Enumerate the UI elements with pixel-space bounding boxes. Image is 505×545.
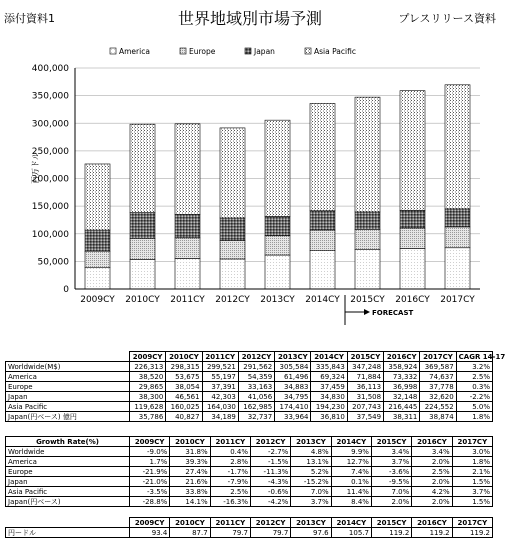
table-row (6, 497, 493, 507)
y-tick-label: 150,000 (31, 202, 69, 213)
y-tick-label: 400,000 (31, 64, 69, 74)
table-cell: -2.2% (456, 392, 492, 402)
table-cell: 31.8% (170, 447, 210, 457)
table-cell: 119.2 (371, 528, 411, 538)
table-header-cell: 2016CY (412, 437, 452, 447)
legend-swatch-asia-pacific (305, 48, 311, 54)
table-cell: 41,056 (238, 392, 274, 402)
table-cell: Worldwide (6, 447, 130, 457)
chart-legend (110, 47, 356, 56)
y-tick-label: 100,000 (31, 229, 69, 240)
table-cell: 37,459 (311, 382, 347, 392)
table-cell: 335,843 (311, 362, 347, 372)
table-cell: 7.0% (291, 487, 331, 497)
table-cell: 0.3% (456, 382, 492, 392)
table-cell: Japan (6, 477, 130, 487)
y-tick-label: 250,000 (31, 146, 69, 157)
legend-label-europe: Europe (189, 47, 216, 56)
table-cell: 160,025 (166, 402, 202, 412)
table-cell: 9.9% (331, 447, 371, 457)
table-cell: 37,391 (202, 382, 238, 392)
bar-japan-2016CY (400, 210, 425, 228)
table-cell: 21.6% (170, 477, 210, 487)
bar-america-2012CY (220, 259, 245, 289)
table-header-cell (6, 518, 130, 528)
table-cell: 13.1% (291, 457, 331, 467)
table-cell: 2.8% (210, 457, 250, 467)
x-tick-label: 2009CY (80, 295, 115, 305)
market-table (5, 351, 505, 422)
exchange-rate-table (5, 517, 493, 538)
table-cell: 2.0% (412, 497, 452, 507)
table-row (6, 528, 493, 538)
table-cell: Japan(円ベース) 億円 (6, 412, 130, 422)
bar-america-2009CY (85, 268, 110, 289)
table-header-cell: 2016CY (384, 352, 420, 362)
table-cell: Europe (6, 467, 130, 477)
bar-asia-pacific-2013CY (265, 120, 290, 216)
table-cell: 7.0% (371, 487, 411, 497)
table-cell: 42,303 (202, 392, 238, 402)
table-cell: 1.7% (130, 457, 170, 467)
table-cell: Europe (6, 382, 130, 392)
table-cell: -7.9% (210, 477, 250, 487)
table-header-cell: 2012CY (250, 518, 290, 528)
table-cell: 0.1% (331, 477, 371, 487)
table-cell: 119.2 (452, 528, 492, 538)
table-cell: -9.5% (371, 477, 411, 487)
table-cell: 298,315 (166, 362, 202, 372)
table-cell: 39.3% (170, 457, 210, 467)
table-header-cell: 2011CY (210, 437, 250, 447)
table-header-cell: 2017CY (452, 518, 492, 528)
bar-japan-2010CY (130, 213, 155, 239)
table-row (6, 402, 493, 412)
table-header-cell: 2009CY (130, 518, 170, 528)
table-cell: 38,520 (130, 372, 166, 382)
table-cell: Japan(円ベース) (6, 497, 130, 507)
table-cell: 4.8% (291, 447, 331, 457)
table-header-cell: 2017CY (452, 437, 492, 447)
bar-europe-2012CY (220, 241, 245, 259)
table-cell: -0.6% (250, 487, 290, 497)
table-cell: 34,830 (311, 392, 347, 402)
table-cell: 2.0% (412, 457, 452, 467)
table-cell: 3.4% (412, 447, 452, 457)
bar-asia-pacific-2016CY (400, 91, 425, 211)
table-header-cell: 2010CY (170, 437, 210, 447)
y-tick-label: 350,000 (31, 91, 69, 102)
table-cell: America (6, 372, 130, 382)
table-header-cell: Growth Rate(%) (6, 437, 130, 447)
table-header-cell: 2009CY (130, 352, 166, 362)
bar-america-2010CY (130, 259, 155, 289)
table-cell: 33,964 (275, 412, 311, 422)
bar-europe-2017CY (445, 227, 470, 248)
table-cell: 87.7 (170, 528, 210, 538)
table-cell: 11.4% (331, 487, 371, 497)
table-cell: 40,827 (166, 412, 202, 422)
table-cell: 2.0% (412, 477, 452, 487)
table-cell: 1.5% (452, 497, 492, 507)
table-cell: 74,637 (420, 372, 456, 382)
legend-label-japan: Japan (254, 47, 275, 56)
table-row (6, 382, 493, 392)
table-cell: 2.1% (452, 467, 492, 477)
legend-label-asia-pacific: Asia Pacific (314, 47, 356, 56)
table-cell: -4.3% (250, 477, 290, 487)
bar-europe-2014CY (310, 230, 335, 251)
table-cell: 358,924 (384, 362, 420, 372)
table-cell: 4.2% (412, 487, 452, 497)
table-cell: 194,230 (311, 402, 347, 412)
table-cell: 34,795 (275, 392, 311, 402)
table-cell: 円ードル (6, 528, 130, 538)
legend-label-america: America (119, 47, 150, 56)
table-cell: Asia Pacific (6, 487, 130, 497)
table-cell: 224,552 (420, 402, 456, 412)
table-cell: 3.7% (371, 457, 411, 467)
bar-america-2015CY (355, 249, 380, 289)
table-cell: 105.7 (331, 528, 371, 538)
table-cell: -1.7% (210, 467, 250, 477)
header-right-label: プレスリリース資料 (398, 12, 496, 25)
table-header-cell: 2010CY (170, 518, 210, 528)
bar-asia-pacific-2009CY (85, 164, 110, 230)
x-tick-label: 2016CY (395, 295, 430, 305)
table-cell: 34,189 (202, 412, 238, 422)
table-cell: 73,332 (384, 372, 420, 382)
table-cell: 8.4% (331, 497, 371, 507)
table-cell: 174,410 (275, 402, 311, 412)
bar-japan-2013CY (265, 217, 290, 236)
table-cell: 79.7 (210, 528, 250, 538)
stacked-bar-chart (0, 40, 500, 330)
x-tick-label: 2010CY (125, 295, 160, 305)
table-cell: -4.2% (250, 497, 290, 507)
table-row (6, 362, 493, 372)
bar-europe-2013CY (265, 236, 290, 255)
table-cell: 119,628 (130, 402, 166, 412)
bar-asia-pacific-2012CY (220, 128, 245, 218)
table-cell: 164,030 (202, 402, 238, 412)
table-cell: 71,884 (347, 372, 383, 382)
bar-america-2017CY (445, 248, 470, 289)
table-cell: 32,148 (384, 392, 420, 402)
table-header-cell: 2014CY (331, 437, 371, 447)
table-cell: 5.0% (456, 402, 492, 412)
table-cell: 3.2% (456, 362, 492, 372)
header-left-label: 添付資料1 (4, 12, 55, 25)
bar-america-2011CY (175, 259, 200, 289)
table-cell: -9.0% (130, 447, 170, 457)
table-cell: 37,778 (420, 382, 456, 392)
table-header-cell: 2014CY (311, 352, 347, 362)
bar-america-2016CY (400, 248, 425, 289)
table-cell: -28.8% (130, 497, 170, 507)
legend-swatch-america (110, 48, 116, 54)
x-tick-label: 2015CY (350, 295, 385, 305)
table-header-cell: 2013CY (275, 352, 311, 362)
table-header-cell: 2013CY (291, 518, 331, 528)
table-cell: 1.8% (456, 412, 492, 422)
table-cell: 1.8% (452, 457, 492, 467)
table-cell: 29,865 (130, 382, 166, 392)
table-cell: 5.2% (291, 467, 331, 477)
table-cell: 0.4% (210, 447, 250, 457)
table-cell: 33.8% (170, 487, 210, 497)
table-cell: -21.0% (130, 477, 170, 487)
y-tick-label: 300,000 (31, 119, 69, 130)
y-tick-label: 50,000 (37, 257, 69, 268)
bar-japan-2014CY (310, 211, 335, 230)
table-cell: 3.4% (371, 447, 411, 457)
table-cell: 79.7 (250, 528, 290, 538)
bar-asia-pacific-2017CY (445, 85, 470, 209)
table-header-cell: 2012CY (250, 437, 290, 447)
table-cell: 2.0% (371, 497, 411, 507)
table-cell: 14.1% (170, 497, 210, 507)
table-cell: 216,445 (384, 402, 420, 412)
table-cell: 119.2 (412, 528, 452, 538)
bar-america-2013CY (265, 255, 290, 289)
bar-america-2014CY (310, 251, 335, 289)
table-cell: 3.7% (291, 497, 331, 507)
table-header-cell: 2017CY (420, 352, 456, 362)
x-tick-label: 2017CY (440, 295, 475, 305)
table-cell: -3.6% (371, 467, 411, 477)
table-cell: -1.5% (250, 457, 290, 467)
table-cell: 97.6 (291, 528, 331, 538)
table-cell: 55,197 (202, 372, 238, 382)
table-cell: 2.5% (210, 487, 250, 497)
y-axis-label: 百万ドル (31, 152, 40, 184)
table-cell: 61,496 (275, 372, 311, 382)
table-cell: -21.9% (130, 467, 170, 477)
table-cell: 38,054 (166, 382, 202, 392)
table-cell: 291,562 (238, 362, 274, 372)
table-header-cell: 2014CY (331, 518, 371, 528)
bar-asia-pacific-2015CY (355, 97, 380, 212)
table-cell: 37,549 (347, 412, 383, 422)
table-cell: -15.2% (291, 477, 331, 487)
table-cell: 207,743 (347, 402, 383, 412)
table-row (6, 372, 493, 382)
table-cell: 3.7% (452, 487, 492, 497)
table-row (6, 457, 493, 467)
table-cell: 32,620 (420, 392, 456, 402)
x-tick-label: 2013CY (260, 295, 295, 305)
bar-japan-2011CY (175, 214, 200, 237)
bar-japan-2009CY (85, 230, 110, 251)
table-header-cell: 2015CY (347, 352, 383, 362)
table-cell: 347,248 (347, 362, 383, 372)
table-cell: 305,584 (275, 362, 311, 372)
table-header-cell: 2009CY (130, 437, 170, 447)
y-tick-label: 0 (63, 285, 69, 295)
bar-europe-2010CY (130, 238, 155, 259)
table-cell: -3.5% (130, 487, 170, 497)
table-cell: 93.4 (130, 528, 170, 538)
table-row (6, 447, 493, 457)
table-cell: 36,113 (347, 382, 383, 392)
table-cell: 33,163 (238, 382, 274, 392)
table-cell: 38,874 (420, 412, 456, 422)
table-cell: 31,508 (347, 392, 383, 402)
table-cell: 369,587 (420, 362, 456, 372)
table-row (6, 412, 493, 422)
table-header-cell: 2010CY (166, 352, 202, 362)
table-row (6, 477, 493, 487)
table-cell: 36,998 (384, 382, 420, 392)
table-header-cell: 2011CY (210, 518, 250, 528)
table-row (6, 392, 493, 402)
page-title: 世界地域別市場予測 (177, 9, 322, 28)
table-cell: 46,561 (166, 392, 202, 402)
table-cell: 53,675 (166, 372, 202, 382)
table-cell: 3.0% (452, 447, 492, 457)
x-tick-label: 2014CY (305, 295, 340, 305)
table-header-cell: 2012CY (238, 352, 274, 362)
table-cell: 12.7% (331, 457, 371, 467)
table-row (6, 467, 493, 477)
bar-asia-pacific-2010CY (130, 124, 155, 212)
table-cell: -2.7% (250, 447, 290, 457)
table-cell: America (6, 457, 130, 467)
table-cell: 36,810 (311, 412, 347, 422)
table-cell: 69,324 (311, 372, 347, 382)
bar-europe-2016CY (400, 228, 425, 248)
table-cell: Worldwide(M$) (6, 362, 130, 372)
y-tick-label: 200,000 (31, 174, 69, 185)
table-cell: 2.5% (456, 372, 492, 382)
bar-europe-2011CY (175, 238, 200, 259)
table-cell: Japan (6, 392, 130, 402)
x-tick-label: 2012CY (215, 295, 250, 305)
table-cell: -11.3% (250, 467, 290, 477)
growth-rate-table (5, 436, 493, 507)
table-cell: 38,311 (384, 412, 420, 422)
table-cell: 35,786 (130, 412, 166, 422)
legend-swatch-japan (245, 48, 251, 54)
x-tick-label: 2011CY (170, 295, 205, 305)
table-row (6, 487, 493, 497)
table-header-cell: 2013CY (291, 437, 331, 447)
table-header-cell (6, 352, 130, 362)
bar-japan-2017CY (445, 209, 470, 227)
bar-asia-pacific-2011CY (175, 124, 200, 215)
table-cell: 32,737 (238, 412, 274, 422)
table-cell: 299,521 (202, 362, 238, 372)
bar-japan-2015CY (355, 212, 380, 229)
table-cell: Asia Pacific (6, 402, 130, 412)
bar-europe-2009CY (85, 251, 110, 268)
table-cell: 2.5% (412, 467, 452, 477)
bar-japan-2012CY (220, 218, 245, 241)
table-cell: -16.3% (210, 497, 250, 507)
table-cell: 1.5% (452, 477, 492, 487)
bar-europe-2015CY (355, 229, 380, 249)
table-header-cell: CAGR 14-17 (456, 352, 492, 362)
table-cell: 27.4% (170, 467, 210, 477)
table-header-cell: 2016CY (412, 518, 452, 528)
table-cell: 7.4% (331, 467, 371, 477)
table-header-cell: 2015CY (371, 518, 411, 528)
legend-swatch-europe (180, 48, 186, 54)
table-header-cell: 2015CY (371, 437, 411, 447)
forecast-annotation: FORECAST (372, 309, 414, 317)
bar-asia-pacific-2014CY (310, 103, 335, 210)
table-cell: 226,313 (130, 362, 166, 372)
table-cell: 54,359 (238, 372, 274, 382)
table-cell: 162,985 (238, 402, 274, 412)
table-header-cell: 2011CY (202, 352, 238, 362)
table-cell: 38,300 (130, 392, 166, 402)
table-cell: 34,883 (275, 382, 311, 392)
